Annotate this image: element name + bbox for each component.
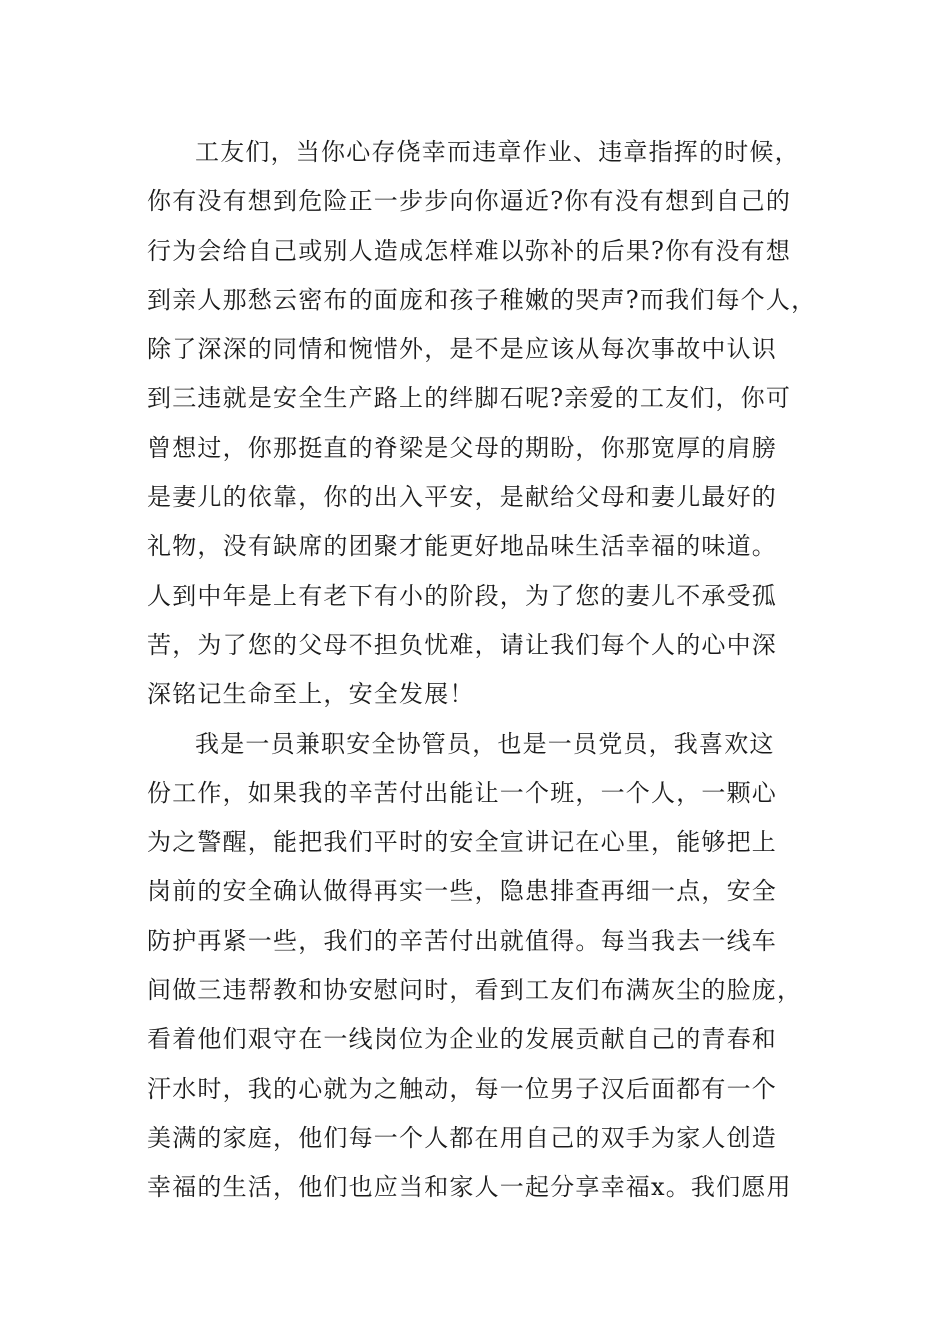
paragraph-line: 礼物，没有缺席的团聚才能更好地品味生活幸福的味道。	[147, 532, 777, 561]
paragraph-line: 岗前的安全确认做得再实一些，隐患排查再细一点，安全	[147, 877, 777, 906]
paragraph-line: 汗水时，我的心就为之触动，每一位男子汉后面都有一个	[147, 1074, 777, 1103]
paragraph-line: 行为会给自己或别人造成怎样难以弥补的后果?你有没有想	[147, 236, 792, 265]
paragraph-line: 看着他们艰守在一线岗位为企业的发展贡献自己的青春和	[147, 1025, 777, 1054]
paragraph-line: 深铭记生命至上，安全发展！	[147, 680, 475, 709]
paragraph-line: 防护再紧一些，我们的辛苦付出就值得。每当我去一线车	[147, 926, 777, 955]
paragraph-line: 工友们，当你心存侥幸而违章作业、违章指挥的时候，	[195, 138, 800, 166]
paragraph-line: 间做三违帮教和协安慰问时，看到工友们布满灰尘的脸庞，	[147, 976, 803, 1005]
paragraph-line: 幸福的生活，他们也应当和家人一起分享幸福x。我们愿用	[147, 1173, 792, 1202]
paragraph-line: 你有没有想到危险正一步步向你逼近?你有没有想到自己的	[147, 187, 792, 216]
paragraph-line: 除了深深的同情和惋惜外，是不是应该从每次事故中认识	[147, 335, 777, 364]
paragraph-line: 到亲人那愁云密布的面庞和孩子稚嫩的哭声?而我们每个人，	[147, 285, 817, 314]
paragraph-line: 到三违就是安全生产路上的绊脚石呢?亲爱的工友们，你可	[147, 384, 792, 413]
paragraph-line: 为之警醒，能把我们平时的安全宣讲记在心里，能够把上	[147, 828, 777, 857]
paragraph-line: 份工作，如果我的辛苦付出能让一个班，一个人，一颗心	[147, 778, 777, 807]
paragraph-line: 曾想过，你那挺直的脊梁是父母的期盼，你那宽厚的肩膀	[147, 433, 777, 462]
paragraph-line: 是妻儿的依靠，你的出入平安，是献给父母和妻儿最好的	[147, 483, 777, 512]
paragraph-line: 苦，为了您的父母不担负忧难，请让我们每个人的心中深	[147, 630, 777, 659]
paragraph-line: 我是一员兼职安全协管员，也是一员党员，我喜欢这	[195, 729, 775, 758]
paragraph-line: 美满的家庭，他们每一个人都在用自己的双手为家人创造	[147, 1123, 777, 1152]
paragraph-line: 人到中年是上有老下有小的阶段，为了您的妻儿不承受孤	[147, 581, 777, 610]
body-text	[147, 128, 817, 1213]
